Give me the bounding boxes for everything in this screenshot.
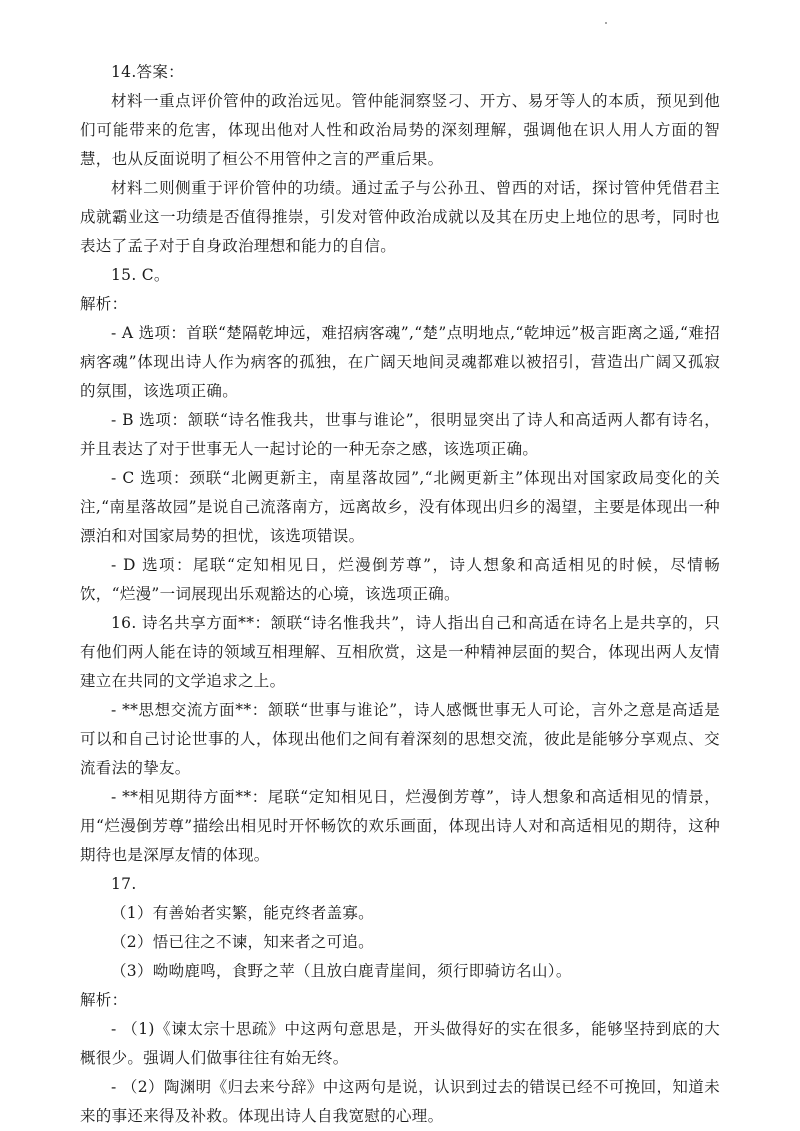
q15-heading: 15. C。 <box>111 266 170 284</box>
q16-point-1: 16. 诗名共享方面**：颔联“诗名惟我共”，诗人指出自己和高适在诗名上是共享的，只有他们两人能在诗的领域互相理解、互相欣赏，这是一种精神层面的契合，体现出两人友情建立在共同的文学追求之上。 <box>80 614 720 690</box>
q17-answer-3: （3）呦呦鹿鸣，食野之苹（且放白鹿青崖间，须行即骑访名山）。 <box>111 962 572 980</box>
q17-analysis-2: - （2）陶渊明《归去来兮辞》中这两句是说，认识到过去的错误已经不可挽回，知道未来的事还来得及补救。体现出诗人自我宽慰的心理。 <box>80 1078 720 1125</box>
scan-speck <box>605 22 607 24</box>
q17-answer-1: （1）有善始者实繁，能克终者盖寡。 <box>111 904 374 922</box>
q16-point-2: - **思想交流方面**：颔联“世事与谁论”，诗人感慨世事无人可论，言外之意是高适是可以和自己讨论世事的人，体现出他们之间有着深刻的思想交流，彼此是能够分享观点、交流看法的挚友。 <box>80 701 720 777</box>
q14-heading: 14.答案： <box>111 63 184 81</box>
q15-option-b: - B 选项：颔联“诗名惟我共，世事与谁论”，很明显突出了诗人和高适两人都有诗名，并且表达了对于世事无人一起讨论的一种无奈之感，该选项正确。 <box>80 411 720 458</box>
q15-option-a: - A 选项：首联“楚隔乾坤远，难招病客魂”,“楚”点明地点,“乾坤远”极言距离之遥,“难招病客魂”体现出诗人作为病客的孤独，在广阔天地间灵魂都难以被招引，营造出广阔又孤寂的氛围，该选项正确。 <box>80 324 720 400</box>
q15-analysis-label: 解析： <box>80 295 128 313</box>
q14-para-2: 材料二则侧重于评价管仲的功绩。通过孟子与公孙丑、曾西的对话，探讨管仲凭借君主成就霸业这一功绩是否值得推崇，引发对管仲政治成就以及其在历史上地位的思考，同时也表达了孟子对于自身政治理想和能力的自信。 <box>80 179 720 255</box>
q17-answer-2: （2）悟已往之不谏，知来者之可追。 <box>111 933 374 951</box>
q17-analysis-1: - （1)《谏太宗十思疏》中这两句意思是，开头做得好的实在很多，能够坚持到底的大概很少。强调人们做事往往有始无终。 <box>80 1020 720 1067</box>
document-page <box>80 58 720 1131</box>
q16-point-3: - **相见期待方面**：尾联“定知相见日，烂漫倒芳尊”，诗人想象和高适相见的情景，用“烂漫倒芳尊”描绘出相见时开怀畅饮的欢乐画面，体现出诗人对和高适相见的期待，这种期待也是深厚友情的体现。 <box>80 788 720 864</box>
q15-option-c: - C 选项：颈联“北阙更新主，南星落故园”,“北阙更新主”体现出对国家政局变化的关注,“南星落故园”是说自己流落南方，远离故乡，没有体现出归乡的渴望，主要是体现出一种漂泊和对国家局势的担忧，该选项错误。 <box>80 469 720 545</box>
q15-option-d: - D 选项：尾联“定知相见日，烂漫倒芳尊”，诗人想象和高适相见的时候，尽情畅饮，“烂漫”一词展现出乐观豁达的心境，该选项正确。 <box>80 556 720 603</box>
q17-heading: 17. <box>111 875 137 893</box>
q17-analysis-label: 解析： <box>80 991 128 1009</box>
q14-para-1: 材料一重点评价管仲的政治远见。管仲能洞察竖刁、开方、易牙等人的本质，预见到他们可能带来的危害，体现出他对人性和政治局势的深刻理解，强调他在识人用人方面的智慧，也从反面说明了桓公不用管仲之言的严重后果。 <box>80 92 720 168</box>
